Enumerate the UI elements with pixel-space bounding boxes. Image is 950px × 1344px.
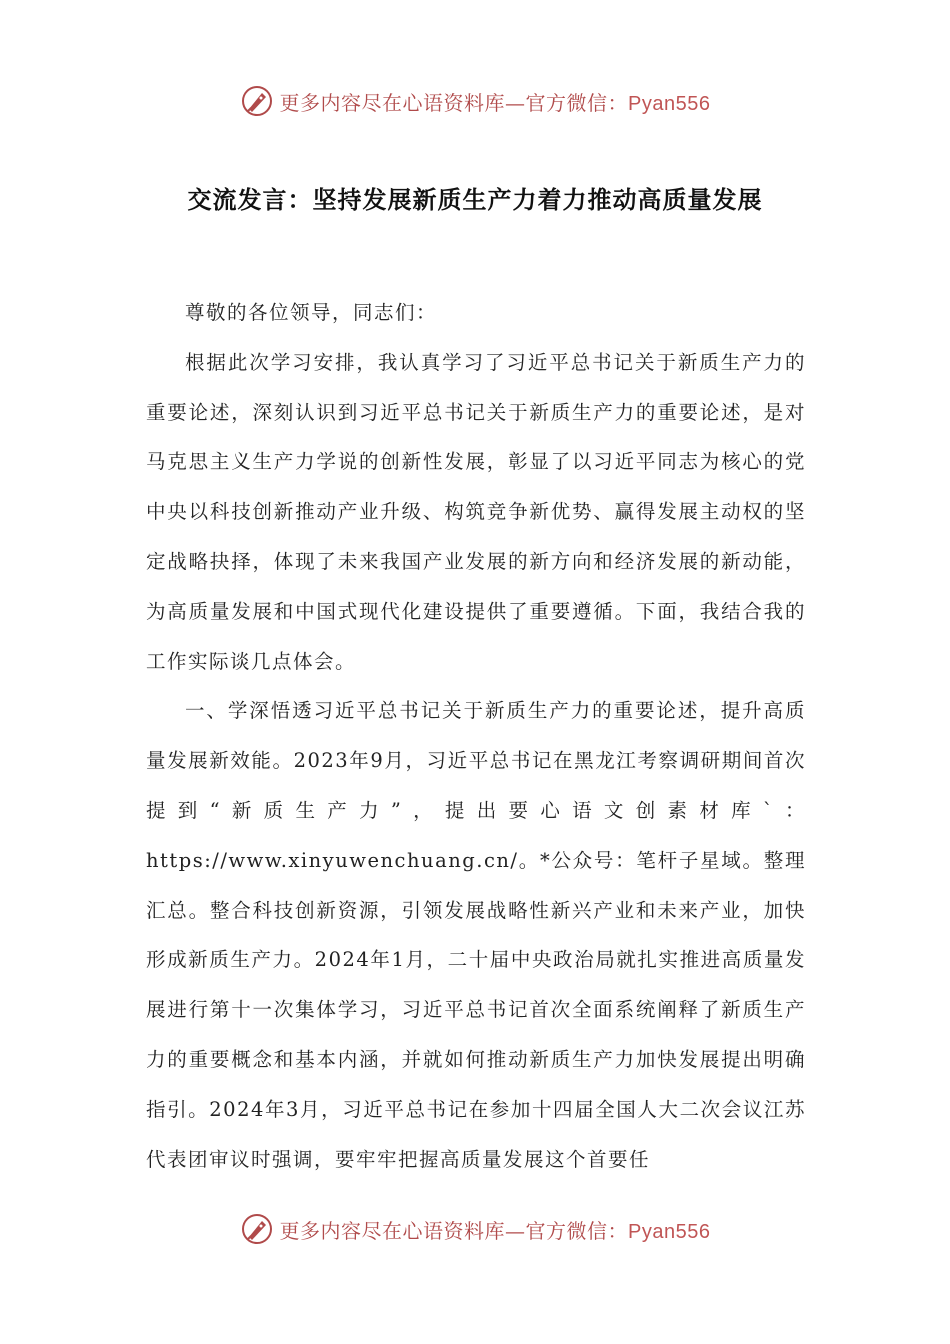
watermark-id: Pyan556 <box>628 1220 711 1243</box>
pen-nib-logo-icon <box>240 84 274 118</box>
watermark-label: 更多内容尽在心语资料库—官方微信： <box>279 90 629 115</box>
document-body <box>146 288 806 1184</box>
footer-watermark <box>0 1212 950 1246</box>
intro-paragraph: 根据此次学习安排，我认真学习了习近平总书记关于新质生产力的重要论述，深刻认识到习近平总书记关于新质生产力的重要论述，是对马克思主义生产力学说的创新性发展，彰显了以习近平同志为核心的党中央以科技创新推动产业升级、构筑竞争新优势、赢得发展主动权的坚定战略抉择，体现了未来我国产业发展的新方向和经济发展的新动能，为高质量发展和中国式现代化建设提供了重要遵循。下面，我结合我的工作实际谈几点体会。 <box>146 350 806 673</box>
header-watermark <box>0 84 950 118</box>
watermark-text <box>280 1215 711 1244</box>
watermark-id: Pyan556 <box>628 92 711 115</box>
document-title: 交流发言：坚持发展新质生产力着力推动高质量发展 <box>187 186 763 214</box>
watermark-label: 更多内容尽在心语资料库—官方微信： <box>279 1218 629 1243</box>
pen-nib-logo-icon <box>240 1212 274 1246</box>
watermark-text <box>280 87 711 116</box>
salutation-paragraph: 尊敬的各位领导，同志们： <box>185 301 438 324</box>
section-one-paragraph: 一、学深悟透习近平总书记关于新质生产力的重要论述，提升高质量发展新效能。2023年9月，习近平总书记在黑龙江考察调研期间首次提到“新质生产力”，提出要心语文创素材库`：https://www.xinyuwenchuang.cn/。*公众号：笔杆子星域。整理汇总。整合科技创新资源，引领发展战略性新兴产业和未来产业，加快形成新质生产力。2024年1月，二十届中央政治局就扎实推进高质量发展进行第十一次集体学习，习近平总书记首次全面系统阐释了新质生产力的重要概念和基本内涵，并就如何推动新质生产力加快发展提出明确指引。2024年3月，习近平总书记在参加十四届全国人大二次会议江苏代表团审议时强调，要牢牢把握高质量发展这个首要任 <box>146 699 806 1171</box>
